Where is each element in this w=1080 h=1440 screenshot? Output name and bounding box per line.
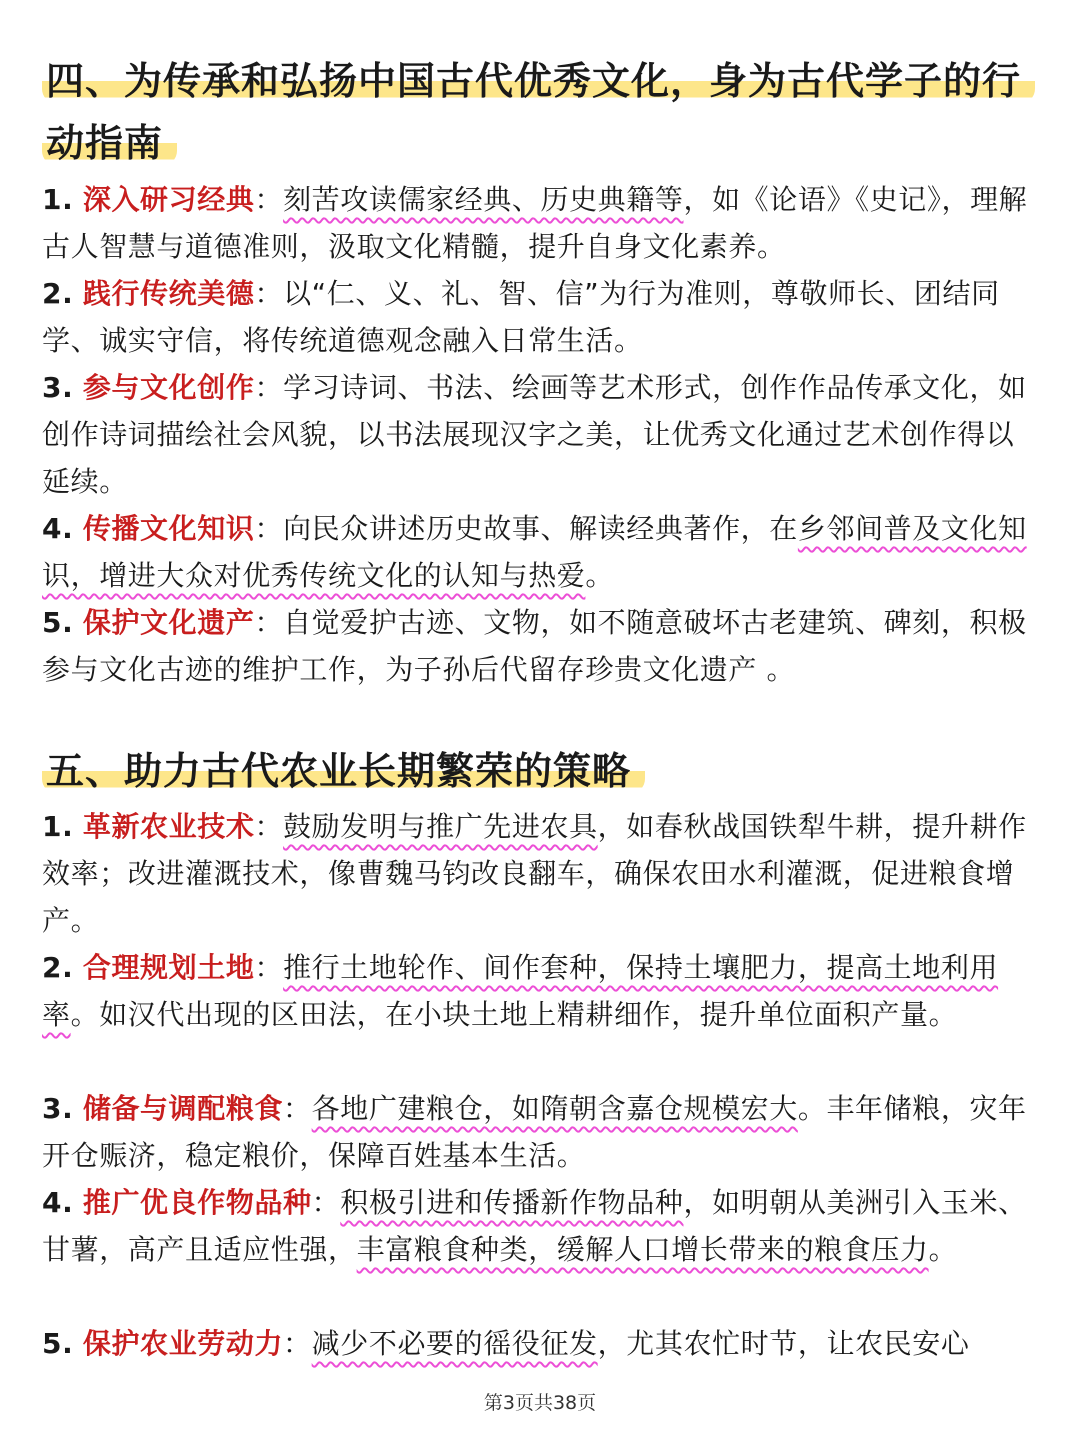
item-keyword: 革新农业技术 xyxy=(82,810,255,843)
item-text: 。如汉代出现的区田法，在小块土地上精耕细作，提升单位面积产量。 xyxy=(70,998,958,1031)
wavy-underlined-text-2: 丰富粮食种类，缓解人口增长带来的粮食压力 xyxy=(356,1233,929,1266)
item-text: 。丰年储粮，灾年开仓赈济，稳定粮价，保障百姓基本生活。 xyxy=(42,1092,1027,1172)
wavy-underlined-text: 积极引进和传播新作物品种 xyxy=(340,1186,684,1219)
item-separator: ： xyxy=(254,810,284,843)
item-keyword: 储备与调配粮食 xyxy=(82,1092,284,1125)
section-heading-culture xyxy=(42,50,1052,174)
item-text: ，尤其农忙时节，让农民安心 xyxy=(597,1327,970,1360)
item-text: ，如《论语》《史记》，理解古人智慧与道德准则，汲取文化精髓，提升自身文化素养。 xyxy=(42,183,1028,263)
item-keyword: 合理规划土地 xyxy=(82,951,255,984)
item-separator: ： xyxy=(283,1327,312,1360)
list-item xyxy=(42,270,1038,364)
item-text: 学习诗词、书法、绘画等艺术形式，创作作品传承文化，如创作诗词描绘社会风貌，以书法展现汉字之美，让优秀文化通过艺术创作得以延续。 xyxy=(42,371,1027,498)
item-number: 1. xyxy=(42,810,74,843)
item-text-end: 。 xyxy=(928,1233,958,1266)
list-item xyxy=(42,364,1038,505)
item-number: 1. xyxy=(42,183,74,216)
item-text: 以“仁、义、礼、智、信”为行为准则，尊敬师长、团结同学、诚实守信，将传统道德观念融入日常生活。 xyxy=(42,277,1000,357)
list-item xyxy=(42,1085,1038,1179)
item-number: 5. xyxy=(42,1327,74,1360)
item-keyword: 深入研习经典 xyxy=(82,183,255,216)
item-number: 4. xyxy=(42,512,74,545)
item-keyword: 传播文化知识 xyxy=(82,512,255,545)
item-number: 2. xyxy=(42,277,74,310)
heading-highlight: 五、助力古代农业长期繁荣的策略 xyxy=(42,749,645,793)
list-item xyxy=(42,944,1038,1038)
list-item xyxy=(42,505,1038,599)
wavy-underlined-text: 推行土地轮作、间作套种，保持土壤肥力，提高土地利用率 xyxy=(42,951,999,1031)
section-heading-agriculture xyxy=(42,740,1052,802)
heading-highlight: 四、为传承和弘扬中国古代优秀文化，身为古代学子的行动指南 xyxy=(42,59,1035,165)
item-separator: ： xyxy=(254,951,284,984)
item-number: 2. xyxy=(42,951,74,984)
item-separator: ： xyxy=(311,1186,341,1219)
wavy-underlined-text: 各地广建粮仓，如隋朝含嘉仓规模宏大 xyxy=(311,1092,798,1125)
item-text: 自觉爱护古迹、文物，如不随意破坏古老建筑、碑刻，积极参与文化古迹的维护工作，为子孙后代留存珍贵文化遗产 。 xyxy=(42,606,1027,686)
item-text: ，如明朝从美洲引入玉米、甘薯，高产且适应性强， xyxy=(42,1186,1027,1266)
item-keyword: 保护文化遗产 xyxy=(82,606,255,639)
item-separator: ： xyxy=(254,277,284,310)
wavy-underlined-text: 鼓励发明与推广先进农具 xyxy=(283,810,598,843)
item-number: 3. xyxy=(42,371,74,404)
list-item xyxy=(42,1179,1038,1273)
item-number: 4. xyxy=(42,1186,74,1219)
page-number: 第3页共38页 xyxy=(483,1392,597,1414)
list-item xyxy=(42,803,1038,944)
item-separator: ： xyxy=(254,183,284,216)
item-separator: ： xyxy=(254,606,284,639)
item-separator: ： xyxy=(254,512,284,545)
item-text: 向民众讲述历史故事、解读经典著作，在 xyxy=(283,512,798,545)
item-separator: ： xyxy=(254,371,284,404)
item-keyword: 践行传统美德 xyxy=(82,277,255,310)
item-keyword: 保护农业劳动力 xyxy=(82,1327,284,1360)
list-item xyxy=(42,599,1038,693)
item-separator: ： xyxy=(283,1092,312,1125)
item-text: ，如春秋战国铁犁牛耕，提升耕作效率；改进灌溉技术，像曹魏马钧改良翻车，确保农田水利灌溉，促进粮食增产。 xyxy=(42,810,1027,937)
wavy-underlined-text: 刻苦攻读儒家经典、历史典籍等 xyxy=(283,183,684,216)
item-number: 5. xyxy=(42,606,74,639)
wavy-underlined-text: 乡邻间普及文化知识，增进大众对优秀传统文化的认知与热爱 xyxy=(42,512,1027,592)
list-item xyxy=(42,1320,1038,1367)
item-keyword: 参与文化创作 xyxy=(82,371,255,404)
item-text-end: 。 xyxy=(585,559,615,592)
list-item xyxy=(42,176,1038,270)
item-number: 3. xyxy=(42,1092,74,1125)
wavy-underlined-text: 减少不必要的徭役征发 xyxy=(311,1327,598,1360)
item-keyword: 推广优良作物品种 xyxy=(82,1186,312,1219)
